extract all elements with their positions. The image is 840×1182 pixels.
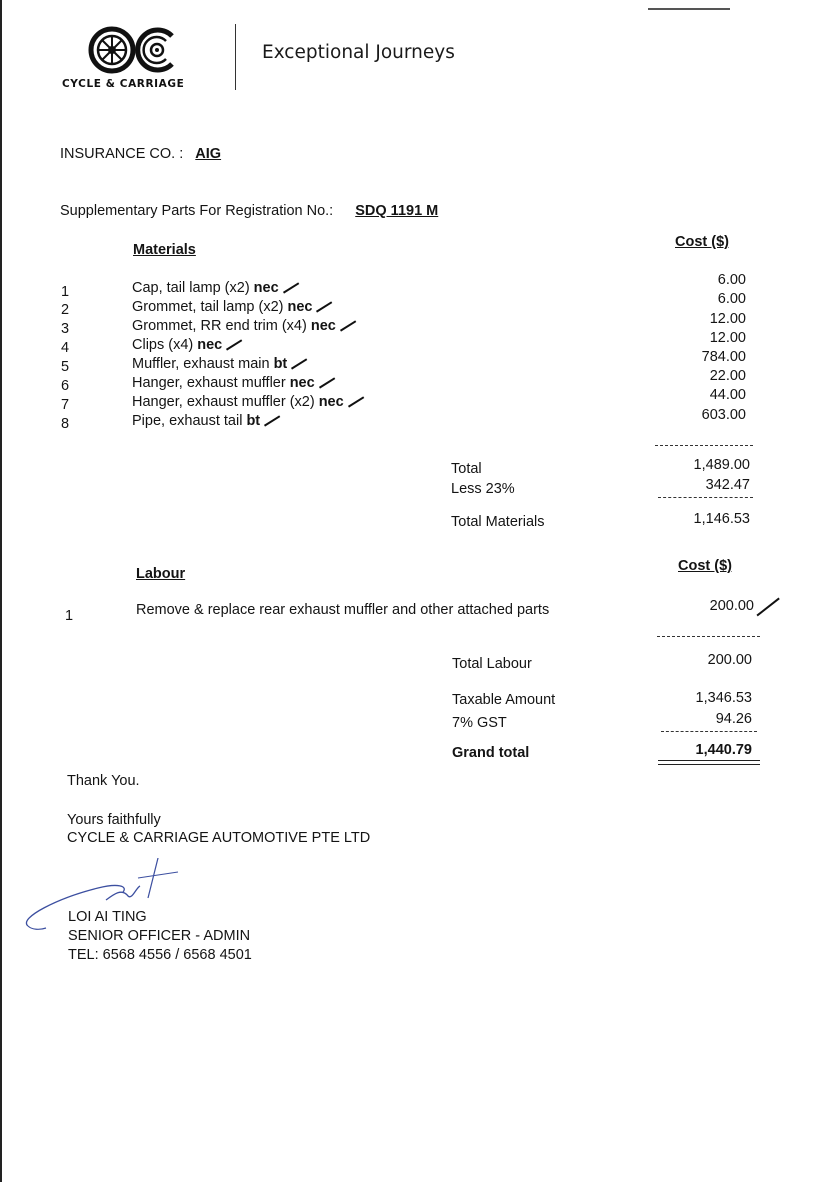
- check-mark-icon: [340, 321, 356, 332]
- signature-icon: [18, 858, 188, 938]
- labour-heading: Labour: [136, 566, 186, 582]
- grand-total-label: Grand total: [452, 745, 530, 761]
- material-item-code: nec: [253, 280, 279, 296]
- check-mark-icon: [348, 397, 364, 408]
- material-item-num: 5: [61, 359, 70, 375]
- labour-cost-heading: Cost ($): [678, 558, 732, 574]
- material-item: [132, 280, 300, 296]
- material-item-num: 3: [61, 321, 70, 337]
- material-item-num: 1: [61, 284, 70, 300]
- material-item-num: 6: [61, 378, 70, 394]
- material-item-cost: 22.00: [709, 368, 746, 384]
- material-item-desc: Grommet, tail lamp (x2): [132, 299, 284, 315]
- materials-heading: Materials: [133, 242, 196, 258]
- material-item-cost: 784.00: [701, 349, 746, 365]
- material-item: [132, 394, 365, 410]
- material-item: [132, 337, 243, 353]
- signatory-name: LOI AI TING: [68, 909, 147, 925]
- materials-total-label: Total: [451, 461, 482, 477]
- check-mark-icon: [291, 359, 307, 370]
- material-item-desc: Hanger, exhaust muffler (x2): [132, 394, 315, 410]
- labour-item-cost: [710, 598, 754, 614]
- gst-label: 7% GST: [452, 715, 507, 731]
- thank-you: Thank You.: [67, 773, 140, 789]
- check-mark-icon: [319, 378, 335, 389]
- taxable-value: 1,346.53: [695, 690, 752, 706]
- salutation: Yours faithfully: [67, 812, 161, 828]
- materials-cost-heading: Cost ($): [675, 234, 729, 250]
- divider-dashed: [655, 445, 753, 446]
- material-item-cost: 44.00: [709, 387, 746, 403]
- material-item-code: nec: [287, 299, 313, 315]
- discount-value: 342.47: [705, 477, 750, 493]
- tagline: Exceptional Journeys: [262, 42, 455, 63]
- check-mark-icon: [226, 340, 242, 351]
- header-divider: [235, 24, 236, 90]
- total-materials-value: 1,146.53: [693, 511, 750, 527]
- registration-label: Supplementary Parts For Registration No.:: [60, 203, 334, 219]
- material-item-desc: Clips (x4): [132, 337, 194, 353]
- company-name: CYCLE & CARRIAGE AUTOMOTIVE PTE LTD: [67, 830, 371, 846]
- signatory-tel: TEL: 6568 4556 / 6568 4501: [68, 947, 252, 963]
- material-item: [132, 299, 333, 315]
- material-item-desc: Cap, tail lamp (x2): [132, 280, 250, 296]
- labour-item-cost-value: 200.00: [709, 598, 754, 614]
- material-item-num: 8: [61, 416, 70, 432]
- check-mark-icon: [264, 416, 280, 427]
- registration-line: [60, 203, 438, 219]
- material-item-code: nec: [310, 318, 336, 334]
- divider-dashed: [657, 636, 760, 637]
- insurance-value: AIG: [195, 146, 222, 162]
- material-item-cost: 12.00: [709, 330, 746, 346]
- page-edge: [0, 0, 2, 1182]
- taxable-label: Taxable Amount: [452, 692, 556, 708]
- total-labour-value: 200.00: [707, 652, 752, 668]
- divider-dashed: [658, 497, 753, 498]
- logo-mark-icon: [88, 26, 188, 76]
- grand-total-value: 1,440.79: [695, 742, 752, 758]
- material-item-num: 7: [61, 397, 70, 413]
- logo-text: CYCLE & CARRIAGE: [62, 78, 185, 90]
- top-rule: [648, 8, 730, 10]
- divider-dashed: [661, 731, 757, 732]
- signatory-title: SENIOR OFFICER - ADMIN: [68, 928, 251, 944]
- registration-value: SDQ 1191 M: [355, 203, 439, 219]
- material-item-code: bt: [246, 413, 261, 429]
- material-item: [132, 356, 308, 372]
- material-item-code: bt: [273, 356, 288, 372]
- material-item-code: nec: [289, 375, 315, 391]
- check-mark-icon: [756, 598, 779, 616]
- material-item-cost: 603.00: [701, 407, 746, 423]
- discount-label: Less 23%: [451, 481, 515, 497]
- material-item: [132, 318, 357, 334]
- total-labour-label: Total Labour: [452, 656, 532, 672]
- materials-total-value: 1,489.00: [693, 457, 750, 473]
- material-item-cost: 12.00: [709, 311, 746, 327]
- total-materials-label: Total Materials: [451, 514, 545, 530]
- material-item: [132, 375, 336, 391]
- check-mark-icon: [283, 283, 299, 294]
- material-item-code: nec: [318, 394, 344, 410]
- check-mark-icon: [316, 302, 332, 313]
- insurance-line: [60, 146, 221, 162]
- material-item-desc: Muffler, exhaust main: [132, 356, 270, 372]
- divider-double: [658, 760, 760, 765]
- company-logo: [60, 26, 220, 96]
- material-item-num: 4: [61, 340, 70, 356]
- material-item-desc: Hanger, exhaust muffler: [132, 375, 286, 391]
- gst-value: 94.26: [715, 711, 752, 727]
- material-item-num: 2: [61, 302, 70, 318]
- material-item: [132, 413, 281, 429]
- material-item-desc: Pipe, exhaust tail: [132, 413, 243, 429]
- material-item-cost: 6.00: [717, 291, 746, 307]
- material-item-cost: 6.00: [717, 272, 746, 288]
- labour-item-num: 1: [65, 608, 74, 624]
- insurance-label: INSURANCE CO. :: [60, 146, 184, 162]
- material-item-desc: Grommet, RR end trim (x4): [132, 318, 307, 334]
- material-item-code: nec: [197, 337, 223, 353]
- labour-item-desc: Remove & replace rear exhaust muffler and other attached parts: [136, 602, 550, 618]
